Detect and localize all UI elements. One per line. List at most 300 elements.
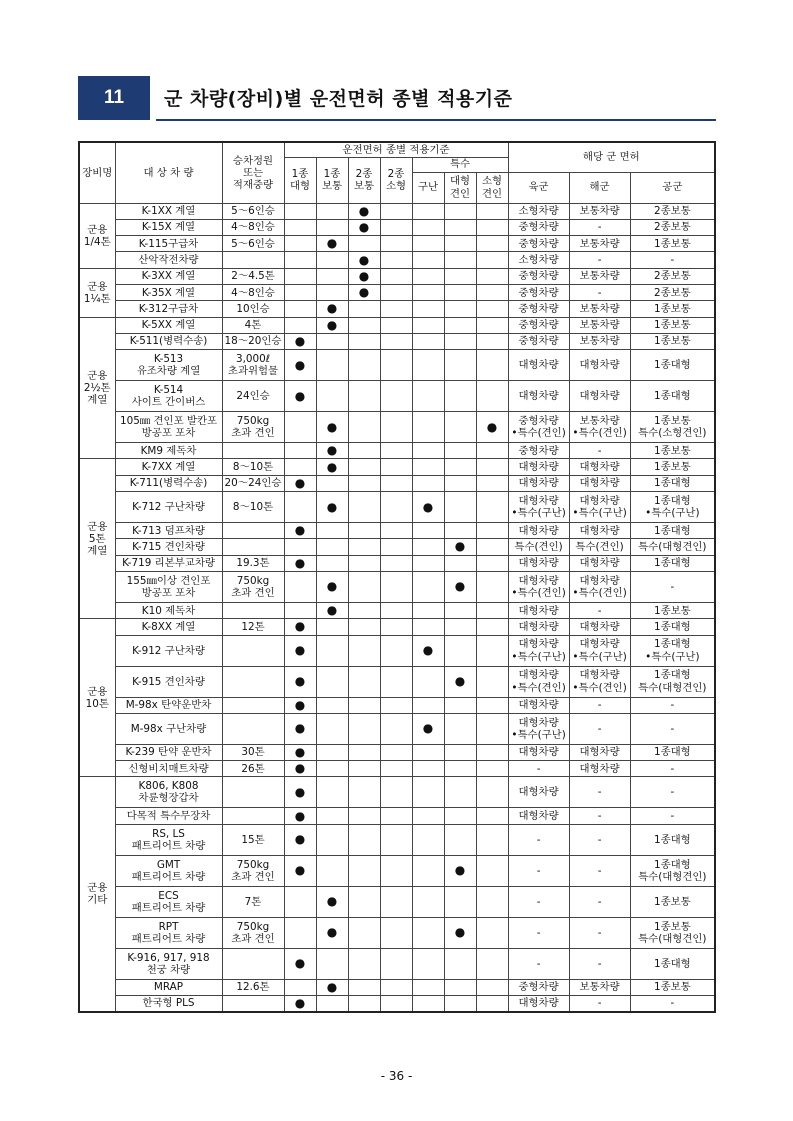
license-1-large-cell	[284, 979, 316, 995]
airforce-license: 1종보통	[630, 443, 715, 459]
license-1-normal-cell	[316, 381, 348, 412]
license-large-tow-cell	[444, 492, 476, 523]
airforce-license: 1종보통 특수(소형견인)	[630, 412, 715, 443]
vehicle-name: 한국형 PLS	[115, 996, 222, 1012]
license-2-normal-cell	[348, 539, 380, 555]
table-row	[79, 219, 715, 235]
vehicle-name: 신형비치매트차량	[115, 761, 222, 777]
license-1-normal-cell	[316, 284, 348, 300]
airforce-license: 1종대형	[630, 948, 715, 979]
vehicle-name: K-712 구난차량	[115, 492, 222, 523]
airforce-license: -	[630, 996, 715, 1012]
vehicle-name: K-312구급차	[115, 301, 222, 317]
license-1-normal-cell	[316, 996, 348, 1012]
table-row	[79, 317, 715, 333]
applicable-dot: ●	[326, 419, 338, 434]
applicable-dot: ●	[294, 674, 306, 689]
army-license: 대형차량	[508, 808, 569, 824]
license-1-normal-cell	[316, 602, 348, 618]
license-1-large-cell	[284, 412, 316, 443]
license-1-normal-cell	[316, 855, 348, 886]
license-1-normal-cell	[316, 459, 348, 475]
vehicle-name: K-15X 계열	[115, 219, 222, 235]
table-row	[79, 284, 715, 300]
license-large-tow-cell	[444, 996, 476, 1012]
license-small-tow-cell	[476, 492, 508, 523]
license-1-large-cell	[284, 381, 316, 412]
vehicle-capacity	[222, 523, 284, 539]
license-wrecker-cell	[412, 203, 444, 219]
license-2-normal-cell	[348, 917, 380, 948]
airforce-license: 2종보통	[630, 203, 715, 219]
license-wrecker-cell	[412, 619, 444, 635]
header-special: 특수	[412, 157, 508, 172]
license-wrecker-cell	[412, 808, 444, 824]
license-small-tow-cell	[476, 635, 508, 666]
navy-license: 보통차량	[569, 268, 630, 284]
license-2-normal-cell	[348, 203, 380, 219]
army-license: 대형차량	[508, 744, 569, 760]
license-1-normal-cell	[316, 523, 348, 539]
header-navy: 해군	[569, 172, 630, 203]
airforce-license: 1종대형	[630, 475, 715, 491]
vehicle-capacity	[222, 602, 284, 618]
navy-license: 대형차량	[569, 619, 630, 635]
navy-license: 대형차량	[569, 459, 630, 475]
table-body	[79, 203, 715, 1012]
applicable-dot: ●	[294, 995, 306, 1010]
license-large-tow-cell	[444, 619, 476, 635]
airforce-license: 1종대형	[630, 619, 715, 635]
license-1-normal-cell	[316, 203, 348, 219]
license-2-small-cell	[380, 284, 412, 300]
license-1-large-cell	[284, 666, 316, 697]
vehicle-capacity	[222, 808, 284, 824]
vehicle-name: K-711(병력수송)	[115, 475, 222, 491]
header-1-normal: 1종 보통	[316, 157, 348, 203]
vehicle-capacity: 3,000ℓ 초과위험물	[222, 350, 284, 381]
license-1-normal-cell	[316, 744, 348, 760]
license-2-normal-cell	[348, 412, 380, 443]
applicable-dot: ●	[454, 925, 466, 940]
equipment-group-name: 군용 기타	[79, 777, 115, 1012]
army-license: 대형차량 •특수(구난)	[508, 492, 569, 523]
equipment-group-name: 군용 2½톤 계열	[79, 317, 115, 459]
license-2-normal-cell	[348, 948, 380, 979]
applicable-dot: ●	[358, 203, 370, 218]
navy-license: 대형차량	[569, 761, 630, 777]
vehicle-capacity: 8～10톤	[222, 492, 284, 523]
license-small-tow-cell	[476, 855, 508, 886]
vehicle-name: K-916, 917, 918 천궁 차량	[115, 948, 222, 979]
license-small-tow-cell	[476, 412, 508, 443]
license-2-normal-cell	[348, 886, 380, 917]
license-2-normal-cell	[348, 855, 380, 886]
army-license: 중형차량	[508, 268, 569, 284]
navy-license: 대형차량	[569, 555, 630, 571]
license-1-large-cell	[284, 333, 316, 349]
vehicle-capacity: 8～10톤	[222, 459, 284, 475]
vehicle-name: K-713 덤프차량	[115, 523, 222, 539]
airforce-license: 1종보통	[630, 886, 715, 917]
table-row	[79, 443, 715, 459]
license-1-large-cell	[284, 443, 316, 459]
table-row	[79, 886, 715, 917]
license-2-small-cell	[380, 443, 412, 459]
license-large-tow-cell	[444, 268, 476, 284]
vehicle-capacity: 24인승	[222, 381, 284, 412]
license-wrecker-cell	[412, 917, 444, 948]
navy-license: -	[569, 777, 630, 808]
license-large-tow-cell	[444, 948, 476, 979]
license-2-normal-cell	[348, 777, 380, 808]
license-1-large-cell	[284, 761, 316, 777]
vehicle-capacity: 2～4.5톤	[222, 268, 284, 284]
vehicle-name: K806, K808 차륜형장갑차	[115, 777, 222, 808]
table-row	[79, 236, 715, 252]
license-2-small-cell	[380, 412, 412, 443]
license-1-normal-cell	[316, 917, 348, 948]
license-large-tow-cell	[444, 855, 476, 886]
header-military-license: 해당 군 면허	[508, 142, 715, 172]
vehicle-capacity: 19.3톤	[222, 555, 284, 571]
license-2-small-cell	[380, 236, 412, 252]
army-license: 대형차량 •특수(구난)	[508, 713, 569, 744]
navy-license: -	[569, 824, 630, 855]
license-2-small-cell	[380, 761, 412, 777]
license-2-normal-cell	[348, 523, 380, 539]
navy-license: 대형차량 •특수(구난)	[569, 492, 630, 523]
vehicle-capacity: 750kg 초과 견인	[222, 412, 284, 443]
applicable-dot: ●	[294, 721, 306, 736]
license-wrecker-cell	[412, 284, 444, 300]
license-2-small-cell	[380, 459, 412, 475]
table-row	[79, 713, 715, 744]
license-large-tow-cell	[444, 697, 476, 713]
license-2-small-cell	[380, 301, 412, 317]
table-row	[79, 301, 715, 317]
table-row	[79, 203, 715, 219]
equipment-group-name: 군용 1/4톤	[79, 203, 115, 268]
airforce-license: 1종보통	[630, 236, 715, 252]
license-1-large-cell	[284, 284, 316, 300]
navy-license: 대형차량	[569, 475, 630, 491]
license-2-normal-cell	[348, 252, 380, 268]
license-1-large-cell	[284, 855, 316, 886]
applicable-dot: ●	[454, 579, 466, 594]
applicable-dot: ●	[326, 894, 338, 909]
license-small-tow-cell	[476, 350, 508, 381]
vehicle-name: K-915 견인차량	[115, 666, 222, 697]
license-1-large-cell	[284, 236, 316, 252]
license-2-normal-cell	[348, 571, 380, 602]
license-1-large-cell	[284, 252, 316, 268]
applicable-dot: ●	[358, 268, 370, 283]
license-2-small-cell	[380, 666, 412, 697]
vehicle-name: K-3XX 계열	[115, 268, 222, 284]
navy-license: -	[569, 917, 630, 948]
license-1-normal-cell	[316, 713, 348, 744]
vehicle-name: RPT 패트리어트 차량	[115, 917, 222, 948]
license-large-tow-cell	[444, 666, 476, 697]
page-number: - 36 -	[380, 1069, 413, 1083]
army-license: -	[508, 948, 569, 979]
license-2-normal-cell	[348, 635, 380, 666]
table-row	[79, 539, 715, 555]
license-2-small-cell	[380, 744, 412, 760]
header-army: 육군	[508, 172, 569, 203]
license-2-small-cell	[380, 917, 412, 948]
license-wrecker-cell	[412, 236, 444, 252]
navy-license: -	[569, 808, 630, 824]
header-2-normal: 2종 보통	[348, 157, 380, 203]
license-1-normal-cell	[316, 539, 348, 555]
license-1-large-cell	[284, 697, 316, 713]
army-license: 중형차량	[508, 219, 569, 235]
airforce-license: 2종보통	[630, 219, 715, 235]
airforce-license: 1종보통 특수(대형견인)	[630, 917, 715, 948]
license-2-normal-cell	[348, 666, 380, 697]
license-wrecker-cell	[412, 666, 444, 697]
vehicle-capacity	[222, 635, 284, 666]
license-1-large-cell	[284, 808, 316, 824]
vehicle-name: K10 제독차	[115, 602, 222, 618]
license-wrecker-cell	[412, 761, 444, 777]
table-row	[79, 350, 715, 381]
license-small-tow-cell	[476, 808, 508, 824]
license-1-normal-cell	[316, 979, 348, 995]
army-license: 중형차량	[508, 236, 569, 252]
vehicle-name: K-239 탄약 운반차	[115, 744, 222, 760]
license-small-tow-cell	[476, 555, 508, 571]
airforce-license: 1종보통	[630, 459, 715, 475]
license-2-small-cell	[380, 777, 412, 808]
license-2-normal-cell	[348, 236, 380, 252]
license-2-small-cell	[380, 855, 412, 886]
vehicle-capacity: 750kg 초과 견인	[222, 855, 284, 886]
license-1-normal-cell	[316, 350, 348, 381]
header-1-large: 1종 대형	[284, 157, 316, 203]
airforce-license: 1종대형	[630, 744, 715, 760]
table-row	[79, 824, 715, 855]
license-2-normal-cell	[348, 475, 380, 491]
navy-license: 보통차량	[569, 317, 630, 333]
header-target-vehicle: 대 상 차 량	[115, 142, 222, 203]
army-license: -	[508, 761, 569, 777]
license-wrecker-cell	[412, 539, 444, 555]
airforce-license: -	[630, 777, 715, 808]
license-wrecker-cell	[412, 635, 444, 666]
header-equip-name: 장비명	[79, 142, 115, 203]
table-row	[79, 619, 715, 635]
license-small-tow-cell	[476, 284, 508, 300]
applicable-dot: ●	[294, 555, 306, 570]
equipment-group-name: 군용 5톤 계열	[79, 459, 115, 619]
license-large-tow-cell	[444, 886, 476, 917]
vehicle-name: K-8XX 계열	[115, 619, 222, 635]
applicable-dot: ●	[294, 475, 306, 490]
license-small-tow-cell	[476, 761, 508, 777]
license-2-normal-cell	[348, 333, 380, 349]
license-large-tow-cell	[444, 412, 476, 443]
license-1-large-cell	[284, 824, 316, 855]
license-2-normal-cell	[348, 996, 380, 1012]
navy-license: -	[569, 713, 630, 744]
vehicle-name: 다목적 특수무장차	[115, 808, 222, 824]
license-small-tow-cell	[476, 443, 508, 459]
license-small-tow-cell	[476, 381, 508, 412]
vehicle-capacity: 5～6인승	[222, 203, 284, 219]
license-large-tow-cell	[444, 219, 476, 235]
license-large-tow-cell	[444, 317, 476, 333]
license-wrecker-cell	[412, 555, 444, 571]
applicable-dot: ●	[294, 697, 306, 712]
license-2-small-cell	[380, 523, 412, 539]
license-2-normal-cell	[348, 979, 380, 995]
table-row	[79, 571, 715, 602]
table-row	[79, 492, 715, 523]
license-small-tow-cell	[476, 713, 508, 744]
vehicle-capacity	[222, 713, 284, 744]
license-wrecker-cell	[412, 979, 444, 995]
license-1-normal-cell	[316, 333, 348, 349]
vehicle-capacity	[222, 539, 284, 555]
vehicle-capacity: 18～20인승	[222, 333, 284, 349]
army-license: -	[508, 917, 569, 948]
table-row	[79, 948, 715, 979]
license-small-tow-cell	[476, 979, 508, 995]
airforce-license: 1종보통	[630, 301, 715, 317]
license-2-normal-cell	[348, 555, 380, 571]
vehicle-name: K-719 리본부교차량	[115, 555, 222, 571]
army-license: 중형차량	[508, 284, 569, 300]
vehicle-capacity: 750kg 초과 견인	[222, 917, 284, 948]
airforce-license: 1종대형 •특수(구난)	[630, 635, 715, 666]
license-1-normal-cell	[316, 619, 348, 635]
vehicle-name: K-912 구난차량	[115, 635, 222, 666]
license-1-large-cell	[284, 317, 316, 333]
license-small-tow-cell	[476, 886, 508, 917]
license-wrecker-cell	[412, 948, 444, 979]
license-large-tow-cell	[444, 777, 476, 808]
vehicle-name: K-35X 계열	[115, 284, 222, 300]
license-wrecker-cell	[412, 492, 444, 523]
license-2-small-cell	[380, 475, 412, 491]
license-small-tow-cell	[476, 777, 508, 808]
license-large-tow-cell	[444, 539, 476, 555]
vehicle-capacity: 4～8인승	[222, 219, 284, 235]
license-2-normal-cell	[348, 744, 380, 760]
navy-license: 보통차량	[569, 236, 630, 252]
army-license: 대형차량	[508, 555, 569, 571]
license-1-normal-cell	[316, 635, 348, 666]
license-1-normal-cell	[316, 761, 348, 777]
applicable-dot: ●	[486, 419, 498, 434]
table-row	[79, 917, 715, 948]
army-license: -	[508, 855, 569, 886]
license-1-normal-cell	[316, 555, 348, 571]
vehicle-name: K-7XX 계열	[115, 459, 222, 475]
airforce-license: 1종대형	[630, 555, 715, 571]
navy-license: 특수(견인)	[569, 539, 630, 555]
navy-license: 보통차량	[569, 333, 630, 349]
navy-license: 대형차량	[569, 523, 630, 539]
license-2-small-cell	[380, 492, 412, 523]
license-small-tow-cell	[476, 744, 508, 760]
vehicle-name: K-1XX 계열	[115, 203, 222, 219]
license-2-small-cell	[380, 219, 412, 235]
license-2-normal-cell	[348, 602, 380, 618]
license-small-tow-cell	[476, 475, 508, 491]
army-license: 대형차량	[508, 619, 569, 635]
license-small-tow-cell	[476, 333, 508, 349]
vehicle-name: 산악작전차량	[115, 252, 222, 268]
army-license: -	[508, 886, 569, 917]
army-license: 특수(견인)	[508, 539, 569, 555]
license-large-tow-cell	[444, 555, 476, 571]
applicable-dot: ●	[326, 443, 338, 458]
airforce-license: 1종대형	[630, 350, 715, 381]
applicable-dot: ●	[294, 357, 306, 372]
army-license: -	[508, 824, 569, 855]
license-1-large-cell	[284, 571, 316, 602]
license-2-normal-cell	[348, 443, 380, 459]
vehicle-capacity: 12.6톤	[222, 979, 284, 995]
army-license: 중형차량	[508, 301, 569, 317]
license-wrecker-cell	[412, 523, 444, 539]
applicable-dot: ●	[358, 252, 370, 267]
license-large-tow-cell	[444, 284, 476, 300]
applicable-dot: ●	[422, 499, 434, 514]
license-small-tow-cell	[476, 917, 508, 948]
applicable-dot: ●	[326, 301, 338, 316]
airforce-license: 1종보통	[630, 333, 715, 349]
vehicle-name: MRAP	[115, 979, 222, 995]
license-1-normal-cell	[316, 236, 348, 252]
license-1-normal-cell	[316, 317, 348, 333]
applicable-dot: ●	[326, 603, 338, 618]
license-1-large-cell	[284, 713, 316, 744]
applicable-dot: ●	[294, 832, 306, 847]
license-wrecker-cell	[412, 744, 444, 760]
navy-license: 보통차량 •특수(견인)	[569, 412, 630, 443]
applicable-dot: ●	[454, 539, 466, 554]
vehicle-capacity: 30톤	[222, 744, 284, 760]
navy-license: 대형차량 •특수(견인)	[569, 571, 630, 602]
airforce-license: -	[630, 808, 715, 824]
license-1-normal-cell	[316, 777, 348, 808]
license-1-large-cell	[284, 777, 316, 808]
table-row	[79, 808, 715, 824]
vehicle-capacity	[222, 996, 284, 1012]
table-row	[79, 602, 715, 618]
navy-license: -	[569, 602, 630, 618]
license-1-large-cell	[284, 350, 316, 381]
license-2-normal-cell	[348, 268, 380, 284]
license-large-tow-cell	[444, 635, 476, 666]
license-2-small-cell	[380, 824, 412, 855]
airforce-license: 1종대형	[630, 824, 715, 855]
license-1-normal-cell	[316, 268, 348, 284]
vehicle-capacity: 20～24인승	[222, 475, 284, 491]
license-large-tow-cell	[444, 713, 476, 744]
license-small-tow-cell	[476, 301, 508, 317]
license-2-small-cell	[380, 381, 412, 412]
vehicle-name: GMT 패트리어트 차량	[115, 855, 222, 886]
table-row	[79, 555, 715, 571]
license-small-tow-cell	[476, 948, 508, 979]
license-1-large-cell	[284, 539, 316, 555]
